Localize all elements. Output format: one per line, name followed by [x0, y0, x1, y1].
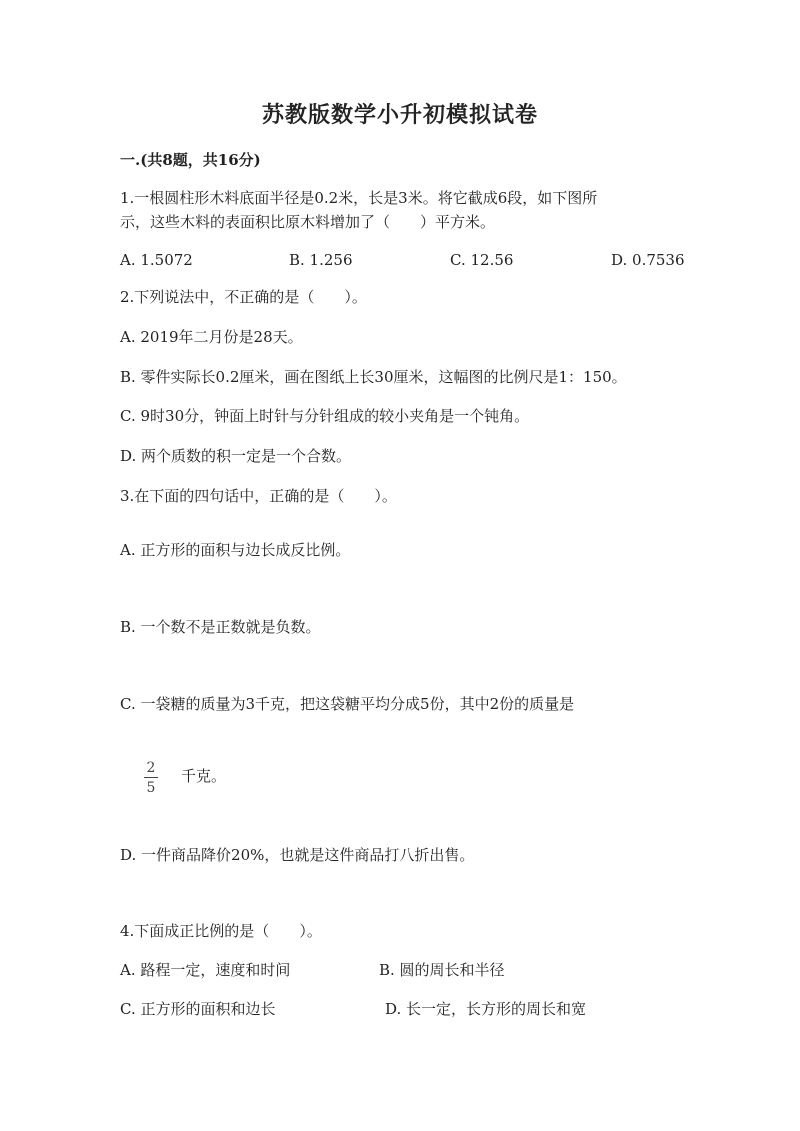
option-b: B. 1.256: [289, 251, 353, 269]
fraction: [141, 760, 161, 796]
option-a: A. 正方形的面积与边长成反比例。: [120, 541, 351, 559]
fraction-numerator: 2: [146, 760, 156, 776]
option-c: C. 正方形的面积和边长: [120, 1000, 276, 1018]
fraction-suffix: 千克。: [181, 767, 227, 785]
option-a: A. 1.5072: [120, 251, 193, 269]
option-d: D. 长一定，长方形的周长和宽: [385, 1000, 587, 1018]
option-c: C. 一袋糖的质量为3千克，把这袋糖平均分成5份，其中2份的质量是: [120, 695, 575, 713]
option-c: C. 12.56: [450, 251, 514, 269]
question-text: 示，这些木料的表面积比原木料增加了（ ）平方米。: [120, 213, 496, 231]
option-d: D. 两个质数的积一定是一个合数。: [120, 447, 352, 465]
question-text: 4.下面成正比例的是（ ）。: [120, 922, 322, 940]
option-d: D. 0.7536: [611, 251, 685, 269]
section-heading: 一.(共8题，共16分): [120, 151, 261, 169]
question-text: 1.一根圆柱形木料底面半径是0.2米，长是3米。将它截成6段，如下图所: [120, 189, 598, 207]
question-text: 2.下列说法中，不正确的是（ ）。: [120, 288, 367, 306]
option-b: B. 一个数不是正数就是负数。: [120, 618, 321, 636]
fraction-denominator: 5: [146, 780, 156, 796]
option-d: D. 一件商品降价20%，也就是这件商品打八折出售。: [120, 846, 475, 864]
option-a: A. 路程一定，速度和时间: [120, 961, 291, 979]
question-text: 3.在下面的四句话中，正确的是（ ）。: [120, 487, 397, 505]
page-title: 苏教版数学小升初模拟试卷: [261, 102, 538, 128]
option-b: B. 圆的周长和半径: [379, 961, 505, 979]
option-a: A. 2019年二月份是28天。: [120, 328, 303, 346]
fraction-bar: [144, 777, 158, 778]
option-b: B. 零件实际长0.2厘米，画在图纸上长30厘米，这幅图的比例尺是1：150。: [120, 368, 627, 386]
option-c: C. 9时30分，钟面上时针与分针组成的较小夹角是一个钝角。: [120, 407, 530, 425]
